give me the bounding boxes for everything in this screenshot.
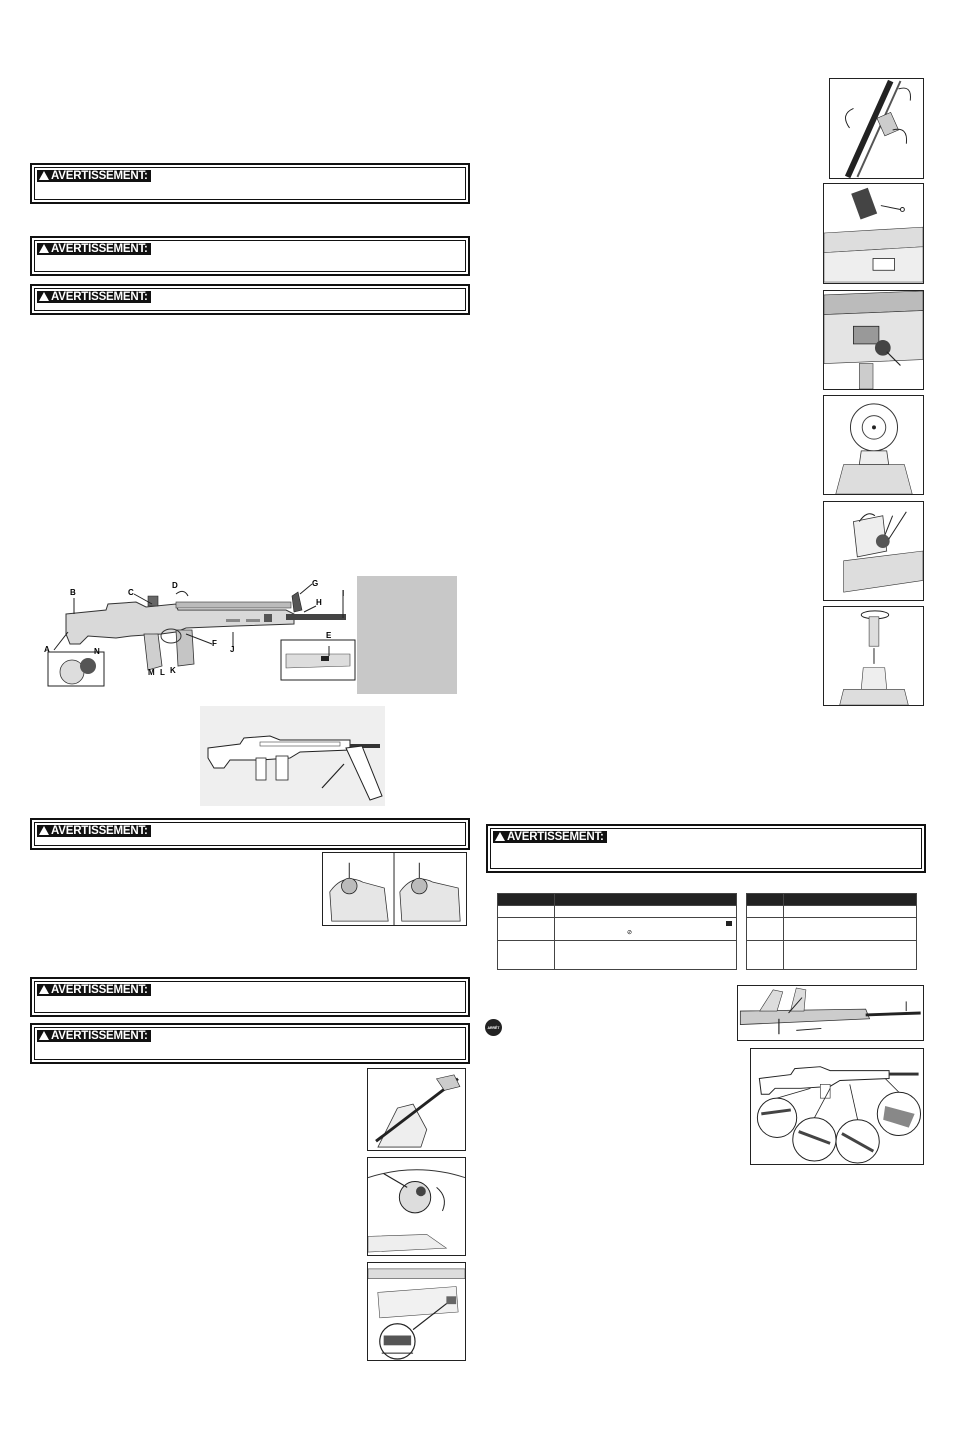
sight-adjust-illustration (824, 502, 923, 600)
warning-triangle-icon (39, 244, 49, 253)
barrel-cleaning-figure (737, 985, 924, 1041)
maintenance-points-illustration (751, 1049, 923, 1164)
warning-tag: AVERTISSEMENT: (37, 1030, 151, 1042)
step-figure-3 (823, 290, 924, 390)
warning-tag: AVERTISSEMENT: (493, 831, 607, 843)
warning-box-7 (486, 824, 926, 873)
rifle-parts-diagram (36, 574, 361, 690)
part-label-a: A (44, 645, 50, 654)
magazine-symbol-icon (726, 921, 732, 926)
warning-triangle-icon (39, 826, 49, 835)
part-label-e: E (326, 631, 332, 640)
warning-box-5 (30, 977, 470, 1017)
safety-illustration (323, 853, 466, 925)
safety-figure (322, 852, 467, 926)
warning-tag: AVERTISSEMENT: (37, 170, 151, 182)
stop-seal-icon: ARRÊT (485, 1019, 502, 1036)
warning-triangle-icon (39, 985, 49, 994)
maintenance-points-figure (750, 1048, 924, 1165)
barrel-cleaning-illustration (738, 986, 923, 1040)
warning-tag: AVERTISSEMENT: (37, 984, 151, 996)
warning-box-6 (30, 1023, 470, 1064)
warning-box-3 (30, 284, 470, 315)
rifle-illustration (36, 574, 361, 690)
hop-up-adjust-figure (367, 1262, 466, 1361)
holding-rifle-illustration (368, 1069, 465, 1150)
warning-triangle-icon (39, 292, 49, 301)
front-sight-illustration (824, 607, 923, 705)
step-figure-1 (829, 78, 924, 179)
part-label-b: B (70, 588, 76, 597)
part-label-g: G (312, 579, 319, 588)
warning-box-4 (30, 818, 470, 850)
part-label-c: C (128, 588, 134, 597)
part-label-d: D (172, 581, 178, 590)
warning-triangle-icon (39, 1031, 49, 1040)
warning-box-1 (30, 163, 470, 204)
charging-handle-illustration (824, 291, 923, 389)
warning-tag: AVERTISSEMENT: (37, 825, 151, 837)
warning-tag: AVERTISSEMENT: (37, 291, 151, 303)
table-row (498, 894, 917, 906)
step-figure-5 (823, 501, 924, 601)
gray-info-panel (357, 576, 457, 694)
rifle-folded-figure (200, 706, 385, 806)
sight-alignment-illustration (824, 396, 923, 494)
hop-up-adjust-illustration (368, 1263, 465, 1360)
warning-box-2 (30, 236, 470, 276)
sight-mount-illustration (830, 79, 923, 178)
part-label-f: F (212, 639, 217, 648)
step-figure-4 (823, 395, 924, 495)
table-row (498, 941, 917, 970)
magazine-release-figure (367, 1157, 466, 1256)
rifle-folded-illustration (200, 706, 385, 806)
bb-loader-illustration (824, 184, 923, 283)
safety-symbol-icon: ⊘ (627, 930, 633, 936)
part-label-n: N (94, 647, 100, 656)
part-label-j: J (230, 645, 235, 654)
warning-tag: AVERTISSEMENT: (37, 243, 151, 255)
holding-rifle-figure (367, 1068, 466, 1151)
part-label-k: K (170, 666, 176, 675)
magazine-release-illustration (368, 1158, 465, 1255)
warning-triangle-icon (39, 171, 49, 180)
table-row (498, 918, 917, 941)
part-label-m: M (148, 668, 155, 677)
part-label-i: I (342, 589, 345, 598)
troubleshooting-table (497, 893, 917, 970)
table-row (498, 906, 917, 918)
warning-triangle-icon (495, 832, 505, 841)
step-figure-2 (823, 183, 924, 284)
part-label-l: L (160, 668, 165, 677)
step-figure-6 (823, 606, 924, 706)
part-label-h: H (316, 598, 322, 607)
